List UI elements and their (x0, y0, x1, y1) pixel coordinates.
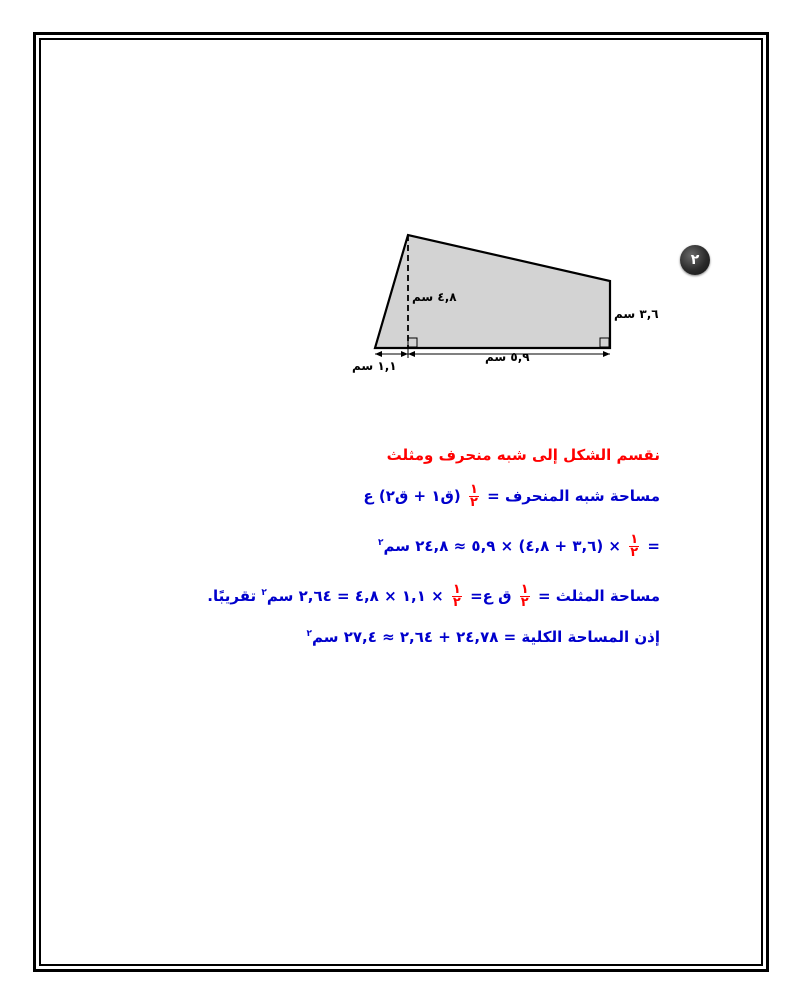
problem-number: ٢ (690, 252, 700, 268)
triangle-formula: ق ع= (470, 587, 512, 605)
problem-number-badge (680, 245, 710, 275)
trapezoid-calc-line (378, 534, 660, 559)
fraction-half: $\frac{١}{٢}$ (470, 482, 478, 510)
trapezoid-area-label: مساحة شبه المنحرف = (487, 487, 660, 505)
solution-intro: نقسم الشكل إلى شبه منحرف ومثلث (386, 446, 660, 464)
label-bottom-main: ٥,٩ سم (485, 350, 530, 364)
composite-shape (375, 235, 610, 348)
fraction-half: $\frac{١}{٢}$ (630, 532, 639, 560)
approximately-word: تقريبًا. (207, 587, 257, 605)
trapezoid-area-line (363, 484, 660, 509)
label-height-left: ٤,٨ سم (412, 290, 457, 304)
arrow-head (401, 351, 408, 357)
fraction-half: $\frac{١}{٢}$ (452, 582, 461, 610)
arrow-head (375, 351, 382, 357)
arrow-head (603, 351, 610, 357)
squared-superscript: ٢ (377, 538, 384, 548)
squared-superscript: ٢ (261, 588, 267, 598)
trapezoid-triangle-figure (330, 220, 680, 380)
total-area-line (306, 628, 660, 646)
triangle-calculation: × ١,١ × ٤,٨ = ٢,٦٤ سم (266, 587, 444, 605)
squared-superscript: ٢ (306, 629, 312, 639)
trapezoid-formula: (ق١ + ق٢) ع (363, 487, 461, 505)
trapezoid-calculation: × (٣,٦ + ٤,٨) × ٥,٩ ≈ ٢٤,٨ سم (383, 537, 622, 555)
label-bottom-left: ١,١ سم (352, 359, 397, 373)
triangle-area-line (207, 584, 660, 609)
label-height-right: ٣,٦ سم (614, 307, 659, 321)
equals-sign: = (647, 537, 660, 555)
total-area-text: إذن المساحة الكلية = ٢٤,٧٨ + ٢,٦٤ ≈ ٢٧,٤ سم (311, 628, 660, 646)
fraction-half: $\frac{١}{٢}$ (520, 582, 529, 610)
arrow-head (408, 351, 415, 357)
triangle-area-label: مساحة المثلث = (537, 587, 660, 605)
